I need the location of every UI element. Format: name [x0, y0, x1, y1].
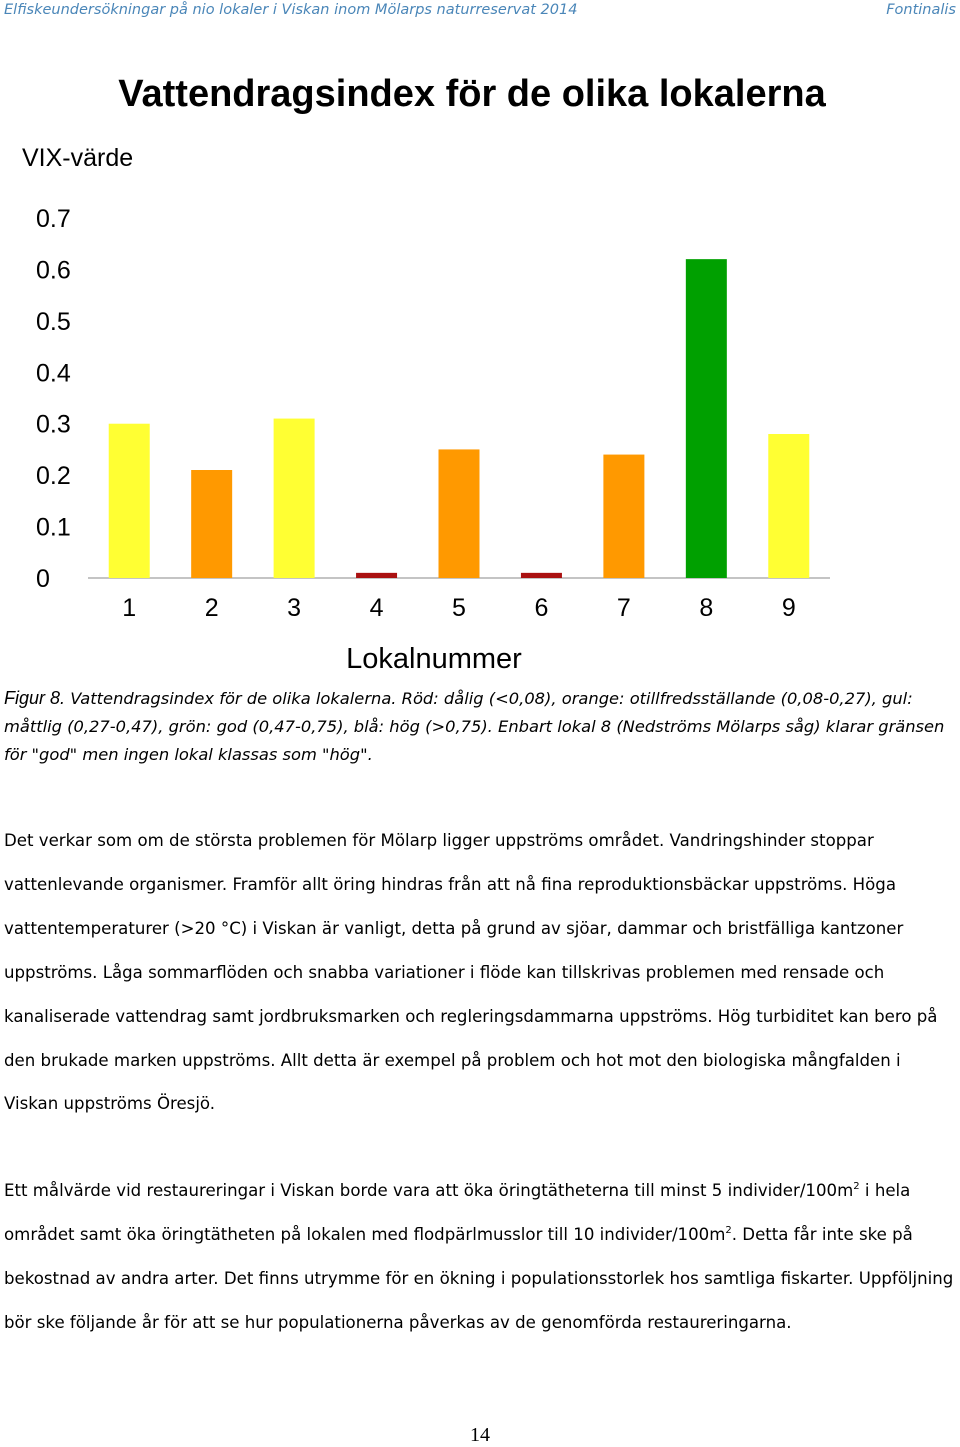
y-tick-label: 0.1 [36, 513, 71, 542]
x-axis-label: Lokalnummer [346, 643, 522, 675]
y-tick-label: 0.4 [36, 359, 71, 388]
bar-lokal-6 [521, 573, 562, 578]
paragraph-2-part-2: i hela området samt öka öringtätheten på lokalen med flodpärlmusslor till 10 individer/100m [4, 1181, 911, 1244]
vix-bar-chart [0, 58, 960, 678]
header-report-title: Elfiskeundersökningar på nio lokaler i Viskan inom Mölarps naturreservat 2014 [4, 2, 578, 18]
superscript-2: 2 [725, 1224, 732, 1236]
bar-lokal-2 [191, 470, 232, 578]
y-axis-label: VIX-värde [22, 144, 134, 172]
body-paragraph-2 [4, 1169, 954, 1345]
x-tick-label: 6 [534, 594, 549, 622]
x-tick-label: 1 [122, 594, 137, 622]
x-tick-label: 4 [369, 594, 384, 622]
x-tick-label: 3 [287, 594, 302, 622]
paragraph-2-part-3: . Detta får inte ske på bekostnad av andra arter. Det finns utrymme för en ökning i populationsstorlek hos samtliga fiskarter. Uppföljning bör ske följande år för att se hur populationerna påverkas av de genomförda restaureringarna. [4, 1224, 954, 1332]
y-tick-label: 0.5 [36, 307, 71, 336]
page-number: 14 [470, 1424, 490, 1446]
y-tick-label: 0.2 [36, 462, 71, 491]
y-tick-labels [36, 205, 71, 593]
body-paragraph-1: Det verkar som om de största problemen för Mölarp ligger uppströms området. Vandringshinder stoppar vattenlevande organismer. Framför allt öring hindras från att nå fina reproduktionsbäckar uppströms. Höga vattentemperaturer (>20 °C) i Viskan är vanligt, detta på grund av sjöar, dammar och bristfälliga kantzoner uppströms. Låga sommarflöden och snabba variationer i flöde kan tillskrivas problemen med rensade och kanaliserade vattendrag samt jordbruksmarken och regleringsdammarna uppströms. Hög turbiditet kan bero på den brukade marken uppströms. Allt detta är exempel på problem och hot mot den biologiska mångfalden i Viskan uppströms Öresjö. [4, 831, 938, 1114]
superscript-1: 2 [853, 1181, 860, 1192]
bar-lokal-1 [109, 424, 150, 578]
bar-lokal-7 [603, 455, 644, 578]
y-tick-label: 0.3 [36, 410, 71, 439]
figure-caption [4, 684, 954, 769]
x-tick-labels [122, 594, 795, 622]
x-tick-label: 2 [204, 594, 219, 622]
x-tick-label: 5 [452, 594, 466, 622]
x-tick-label: 9 [781, 594, 796, 622]
caption-label: Figur 8. [4, 688, 66, 708]
bar-lokal-5 [439, 449, 480, 578]
page-header [0, 0, 960, 26]
caption-text: Vattendragsindex för de olika lokalerna. Röd: dålig (<0,08), orange: otillfredsställande (0,08-0,27), gul: måttlig (0,27-0,47), grön: god (0,47-0,75), blå: hög (>0,75). Enbart lokal 8 (Nedströms Mölarps såg) klarar gränsen för "god" men ingen lokal klassas som "hög". [4, 689, 945, 764]
bar-lokal-3 [274, 419, 315, 578]
x-tick-label: 8 [699, 594, 714, 622]
bars [109, 259, 810, 578]
bar-lokal-9 [768, 434, 809, 578]
chart-title: Vattendragsindex för de olika lokalerna [118, 73, 826, 115]
bar-lokal-4 [356, 573, 397, 578]
y-tick-label: 0 [36, 565, 50, 593]
y-tick-label: 0.6 [36, 256, 71, 285]
header-organization: Fontinalis [886, 2, 956, 18]
paragraph-2-part-1: Ett målvärde vid restaureringar i Viskan borde vara att öka öringtätheterna till minst 5 individer/100m [4, 1181, 854, 1200]
x-tick-label: 7 [616, 594, 631, 622]
y-tick-label: 0.7 [36, 205, 71, 233]
bar-lokal-8 [686, 259, 727, 578]
